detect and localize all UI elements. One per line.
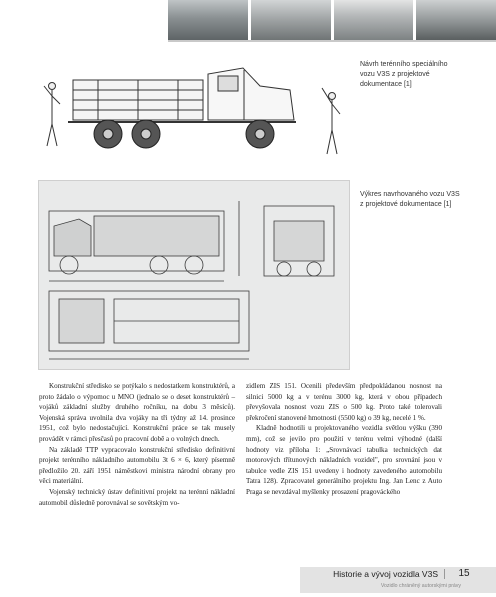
paragraph: Na základě TTP vypracovalo konstrukční středisko definitivní projekt terénního nákladního automobilu 3t 6 × 6, který písemně předložilo 20. září 1951 náměstkovi ministra národní obrany pro věci materiální. <box>39 445 235 486</box>
header-photo <box>251 0 331 40</box>
header-photo-strip <box>168 0 496 40</box>
blueprint-caption: Výkres navrhovaného vozu V3S z projektové dokumentace [1] <box>360 191 460 208</box>
header-photo <box>334 0 414 40</box>
body-text-column-1 <box>39 381 235 508</box>
footer-separator <box>444 569 445 579</box>
footer-subtitle: Vozidlo chráněný autorskými právy <box>380 583 461 589</box>
truck-profile-caption: Návrh terénního speciálního vozu V3S z projektové dokumentace [1] <box>360 61 448 88</box>
header-divider <box>168 40 496 42</box>
paragraph: Konstrukční středisko se potýkalo s nedostatkem konstruktérů, a proto žádalo o výpomoc u MNO (jednalo se o deset konstruktérů – vojáků základní služby druhého ročníku, na dobu 3 měsíců). Vojenská správa uvolnila dva vojáky na tři týdny až 14. prosince 1951, což bylo nedostačující. Konstrukční práce se tak musely provádět v rámci přesčasů po pracovní době a o volných dnech. <box>39 382 235 443</box>
footer-title: Historie a vývoj vozidla V3S <box>333 569 438 579</box>
header-photo <box>416 0 496 40</box>
body-text-column-2 <box>246 381 442 498</box>
header-photo <box>168 0 248 40</box>
truck-profile-drawing <box>38 56 356 164</box>
paragraph: Vojenský technický ústav definitivní projekt na terénní nákladní automobil důsledně porovnával se sovětským vo- <box>39 487 235 507</box>
paragraph: zidlem ZIS 151. Ocenili především předpokládanou nosnost na silnici 5000 kg a v terénu 3000 kg, která v obou případech převyšovala nosnost vozu ZIS o 500 kg. Proto také tolerovali překročení stanovené hmotnosti (5500 kg) o 39 kg, necelé 1 %. <box>246 382 442 422</box>
page-number: 15 <box>458 568 470 579</box>
paragraph: Kladně hodnotili u projektovaného vozidla světlou výšku (390 mm), což se jevilo pro použití v terénu velmi výhodné (další hodnoty viz příloha 1: „Srovnávací tabulka technických dat motorových třítunových nákladních vozidel", pro srovnání jsou v tabulce vedle ZIS 151 uvedeny i hodnoty zavedeného automobilu Tatra 128). Zpracovatel generálního projektu Ing. Jan Lenc z Auto Praga se nevzdával myšlenky prosazení pragováckého <box>246 424 442 496</box>
truck-blueprint-image <box>38 180 350 370</box>
